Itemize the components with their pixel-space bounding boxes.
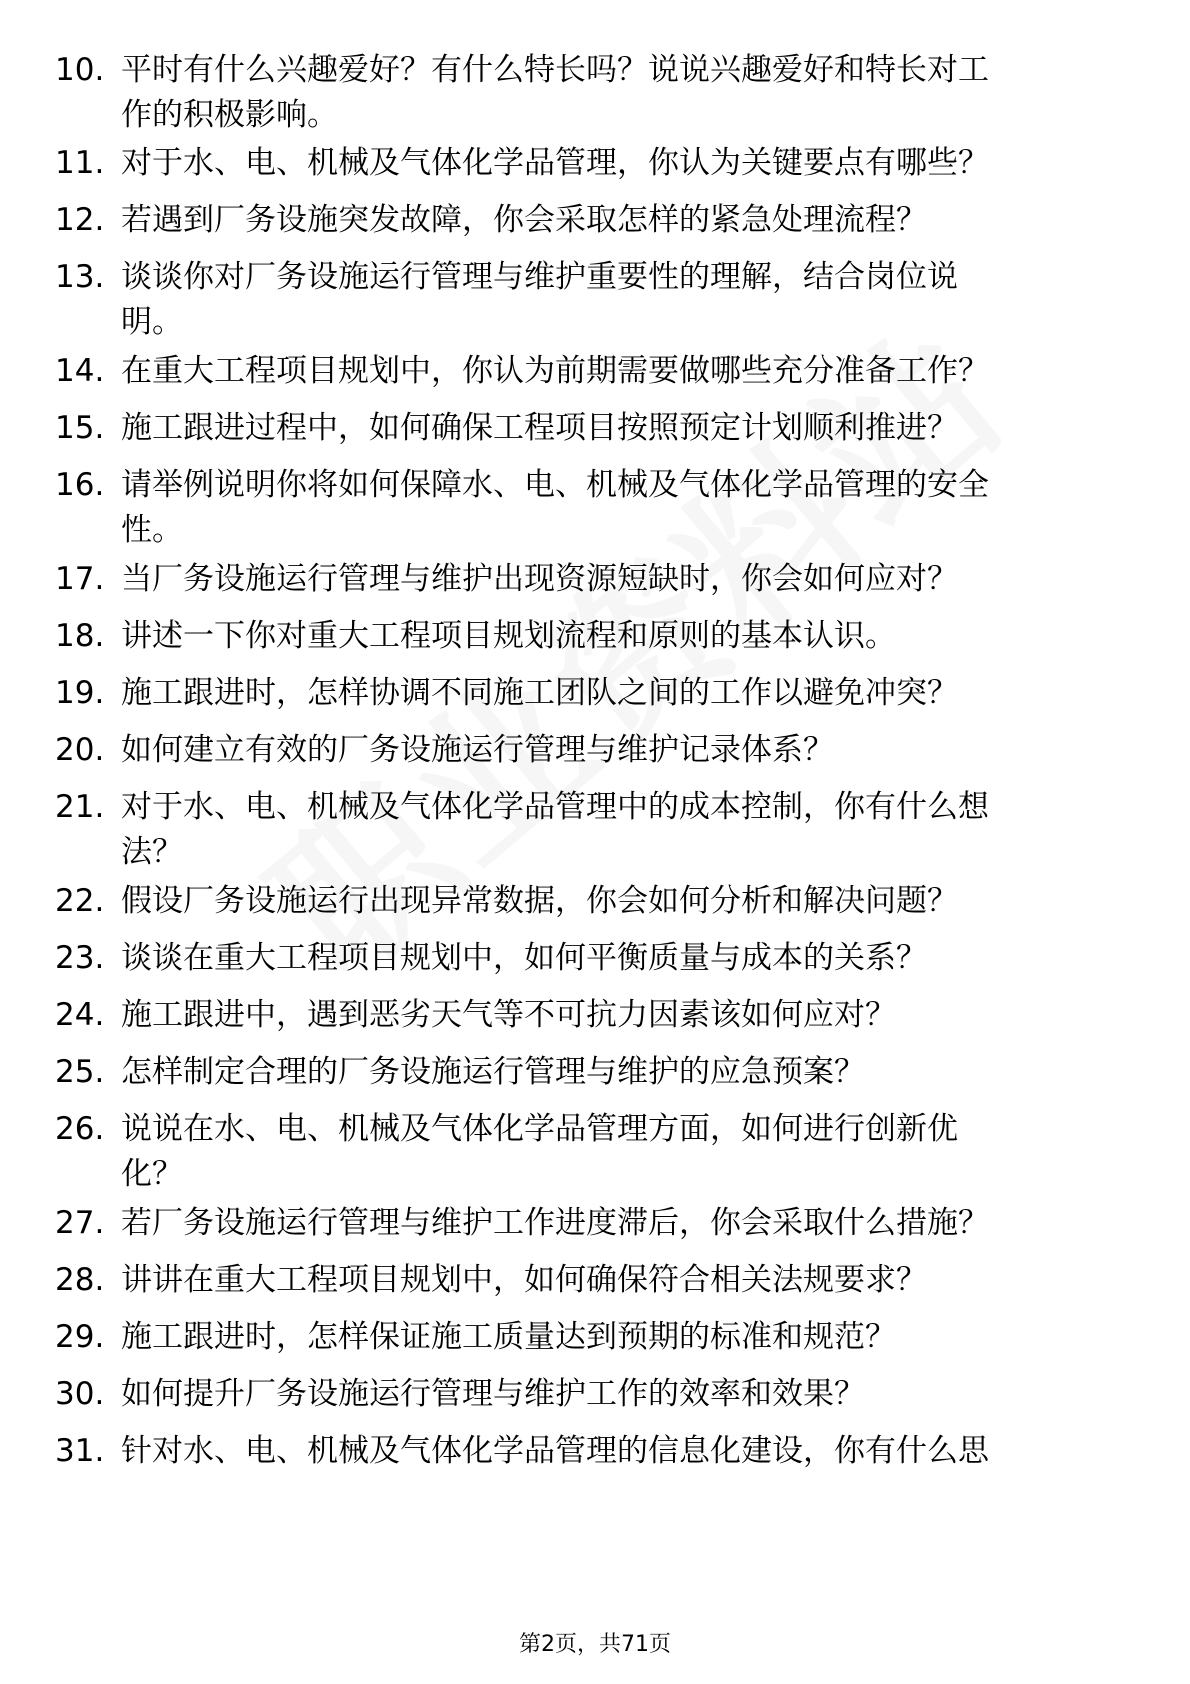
- question-number: 14.: [55, 353, 105, 389]
- question-number: 10.: [55, 52, 105, 88]
- question-text: 说说在水、电、机械及气体化学品管理方面，如何进行创新优 化？: [121, 1111, 958, 1192]
- question-text: 若厂务设施运行管理与维护工作进度滞后，你会采取什么措施？: [121, 1205, 989, 1241]
- question-text: 如何提升厂务设施运行管理与维护工作的效率和效果？: [121, 1376, 865, 1412]
- question-text: 如何建立有效的厂务设施运行管理与维护记录体系？: [121, 732, 834, 768]
- question-text: 施工跟进中，遇到恶劣天气等不可抗力因素该如何应对？: [121, 997, 896, 1033]
- question-number: 25.: [55, 1054, 105, 1090]
- question-number: 31.: [55, 1433, 105, 1469]
- question-item: [55, 349, 1125, 394]
- question-item: [55, 1429, 1125, 1474]
- question-number: 15.: [55, 410, 105, 446]
- question-item: [55, 785, 1125, 875]
- question-item: [55, 557, 1125, 602]
- question-number: 23.: [55, 940, 105, 976]
- question-text: 讲述一下你对重大工程项目规划流程和原则的基本认识。: [121, 618, 896, 654]
- question-item: [55, 879, 1125, 924]
- question-item: [55, 936, 1125, 981]
- question-item: [55, 255, 1125, 345]
- question-text: 施工跟进时，怎样协调不同施工团队之间的工作以避免冲突？: [121, 675, 958, 711]
- question-number: 19.: [55, 675, 105, 711]
- page-footer: [0, 1630, 1190, 1660]
- question-item: [55, 1201, 1125, 1246]
- question-text: 谈谈在重大工程项目规划中，如何平衡质量与成本的关系？: [121, 940, 927, 976]
- question-item: [55, 993, 1125, 1038]
- question-item: [55, 48, 1125, 138]
- question-item: [55, 1107, 1125, 1197]
- question-number: 30.: [55, 1376, 105, 1412]
- question-number: 12.: [55, 202, 105, 238]
- question-item: [55, 463, 1125, 553]
- question-item: [55, 1315, 1125, 1360]
- question-text: 请举例说明你将如何保障水、电、机械及气体化学品管理的安全 性。: [121, 467, 989, 548]
- question-number: 11.: [55, 145, 105, 181]
- question-number: 13.: [55, 259, 105, 295]
- question-text: 针对水、电、机械及气体化学品管理的信息化建设，你有什么思: [121, 1433, 989, 1469]
- question-item: [55, 728, 1125, 773]
- question-text: 施工跟进过程中，如何确保工程项目按照预定计划顺利推进？: [121, 410, 958, 446]
- question-item: [55, 614, 1125, 659]
- question-item: [55, 671, 1125, 716]
- question-item: [55, 406, 1125, 451]
- question-text: 在重大工程项目规划中，你认为前期需要做哪些充分准备工作？: [121, 353, 989, 389]
- question-number: 18.: [55, 618, 105, 654]
- question-text: 谈谈你对厂务设施运行管理与维护重要性的理解，结合岗位说 明。: [121, 259, 958, 340]
- question-text: 施工跟进时，怎样保证施工质量达到预期的标准和规范？: [121, 1319, 896, 1355]
- question-item: [55, 1258, 1125, 1303]
- question-number: 27.: [55, 1205, 105, 1241]
- question-number: 29.: [55, 1319, 105, 1355]
- question-item: [55, 198, 1125, 243]
- question-item: [55, 1372, 1125, 1417]
- question-number: 16.: [55, 467, 105, 503]
- question-text: 若遇到厂务设施突发故障，你会采取怎样的紧急处理流程？: [121, 202, 927, 238]
- page-number-label: 第2页，共71页: [519, 1632, 671, 1657]
- question-number: 28.: [55, 1262, 105, 1298]
- question-number: 24.: [55, 997, 105, 1033]
- question-number: 26.: [55, 1111, 105, 1147]
- question-number: 17.: [55, 561, 105, 597]
- question-item: [55, 141, 1125, 186]
- question-text: 当厂务设施运行管理与维护出现资源短缺时，你会如何应对？: [121, 561, 958, 597]
- question-text: 对于水、电、机械及气体化学品管理中的成本控制，你有什么想 法？: [121, 789, 989, 870]
- question-text: 怎样制定合理的厂务设施运行管理与维护的应急预案？: [121, 1054, 865, 1090]
- question-item: [55, 1050, 1125, 1095]
- question-number: 20.: [55, 732, 105, 768]
- question-number: 22.: [55, 883, 105, 919]
- question-text: 假设厂务设施运行出现异常数据，你会如何分析和解决问题？: [121, 883, 958, 919]
- question-text: 对于水、电、机械及气体化学品管理，你认为关键要点有哪些？: [121, 145, 989, 181]
- question-number: 21.: [55, 789, 105, 825]
- question-text: 平时有什么兴趣爱好？有什么特长吗？说说兴趣爱好和特长对工 作的积极影响。: [121, 52, 989, 133]
- question-text: 讲讲在重大工程项目规划中，如何确保符合相关法规要求？: [121, 1262, 927, 1298]
